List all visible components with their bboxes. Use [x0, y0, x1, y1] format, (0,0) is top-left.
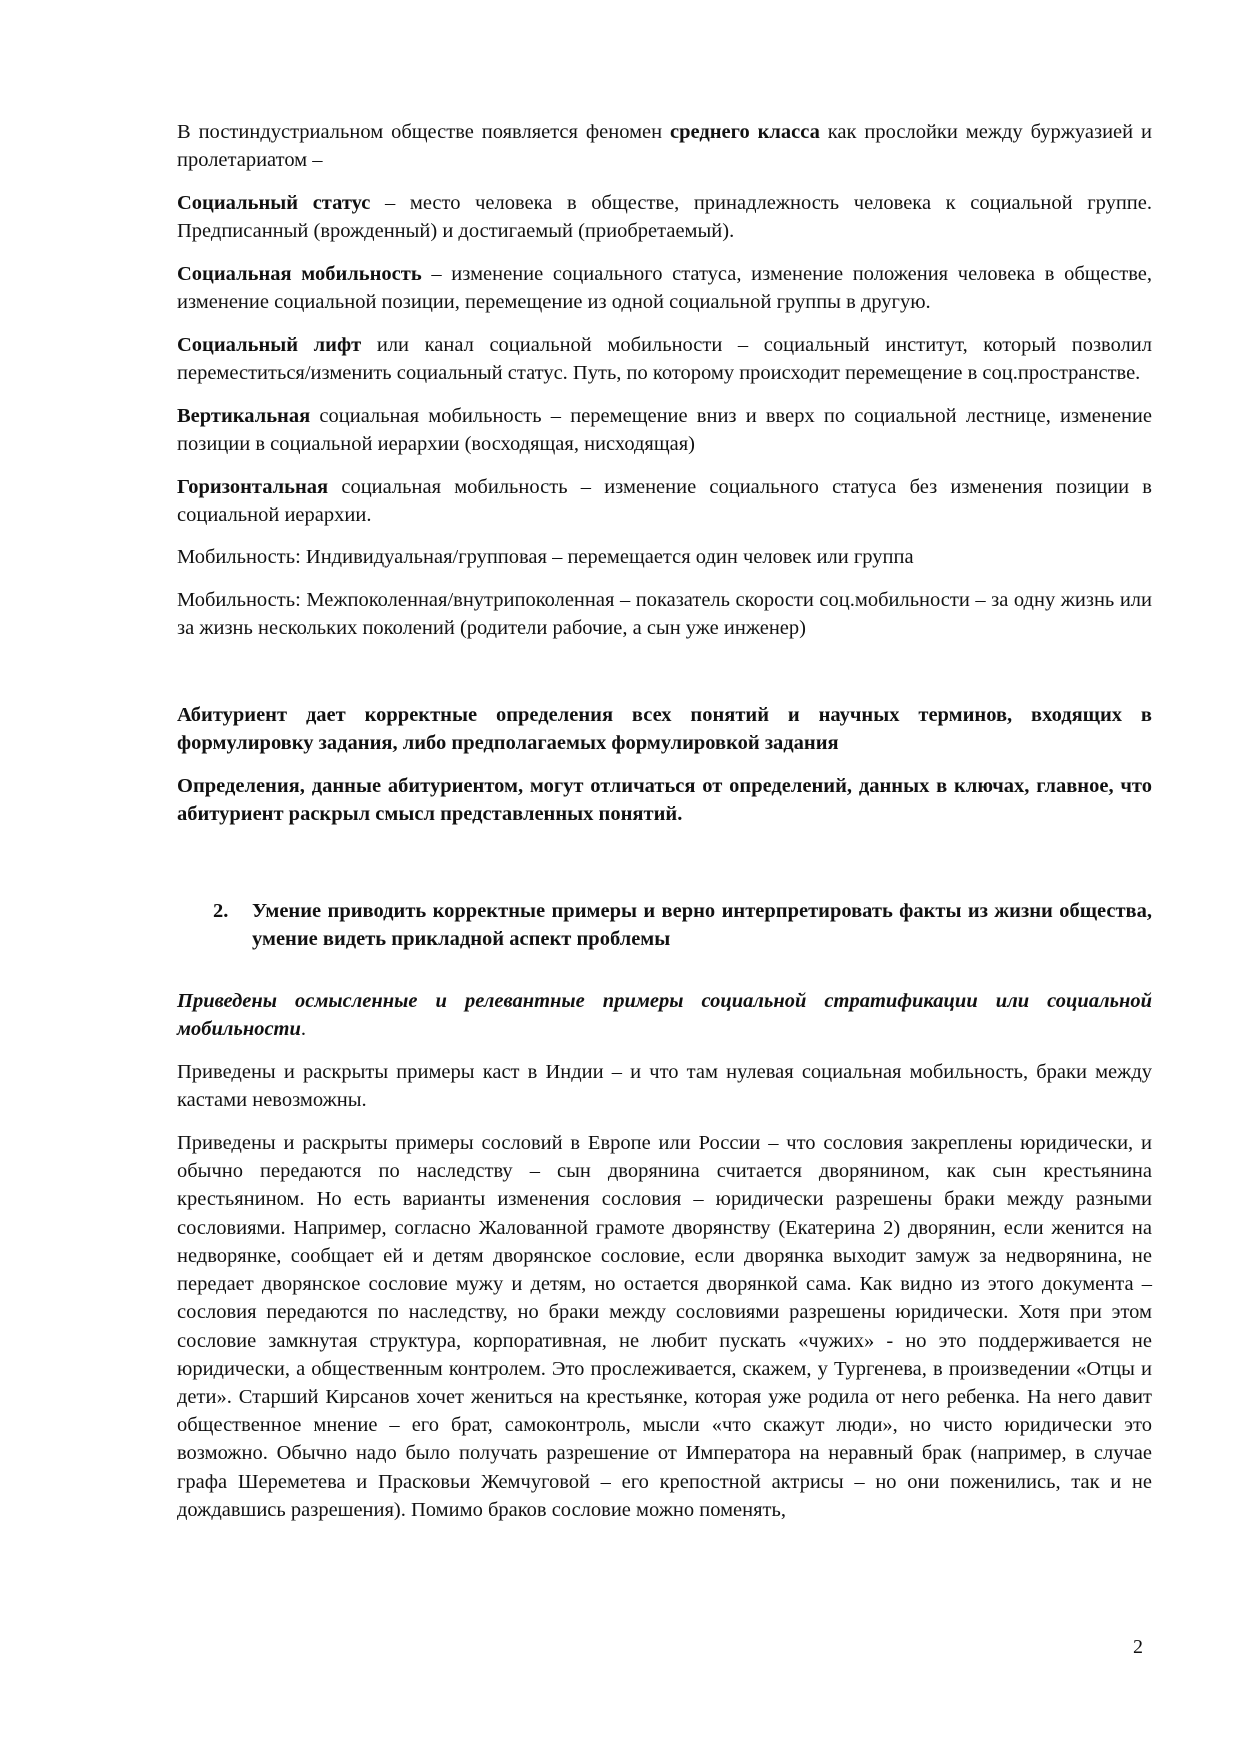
paragraph-horizontal-mobility: Горизонтальная социальная мобильность – изменение социального статуса без изменения позиции в социальной иерархии.: [177, 475, 1152, 526]
spacer: [177, 843, 1152, 897]
page-number: 2: [1133, 1636, 1143, 1658]
spacer: [177, 953, 1152, 987]
term-social-status: Социальный статус: [177, 191, 371, 214]
paragraph-social-mobility: Социальная мобильность – изменение социального статуса, изменение положения человека в обществе, изменение социальной позиции, перемещение из одной социальной группы в другую.: [177, 262, 1152, 314]
term-horizontal: Горизонтальная: [177, 475, 329, 498]
paragraph-criteria-note: Определения, данные абитуриентом, могут отличаться от определений, данных в ключах, главное, что абитуриент раскрыл смысл представленных понятий.: [177, 774, 1152, 826]
numbered-criterion-2: [177, 897, 1152, 953]
paragraph-examples-heading: Приведены осмысленные и релевантные примеры социальной стратификации или социальной мобильности.: [177, 990, 1152, 1041]
list-number: 2.: [213, 899, 229, 922]
paragraph-middle-class: В постиндустриальном обществе появляется феномен среднего класса как прослойки между буржуазией и пролетариатом –: [177, 121, 1152, 172]
paragraph-social-lift: Социальный лифт или канал социальной мобильности – социальный институт, который позволил переместиться/изменить социальный статус. Путь, по которому происходит перемещение в соц.пространстве.: [177, 333, 1152, 384]
paragraph-castes-india: Приведены и раскрыты примеры каст в Индии – и что там нулевая социальная мобильность, браки между кастами невозможны.: [177, 1061, 1152, 1112]
paragraph-vertical-mobility: Вертикальная социальная мобильность – перемещение вниз и вверх по социальной лестнице, изменение позиции в социальной иерархии (восходящая, нисходящая): [177, 404, 1152, 455]
paragraph-social-status: Социальный статус – место человека в обществе, принадлежность человека к социальной группе. Предписанный (врожденный) и достигаемый (приобретаемый).: [177, 191, 1153, 243]
term-social-lift: Социальный лифт: [177, 333, 362, 356]
document-body: [177, 118, 1152, 1538]
term-vertical: Вертикальная: [177, 404, 311, 427]
term-middle-class: среднего класса: [670, 121, 820, 143]
criterion-text: Умение приводить корректные примеры и верно интерпретировать факты из жизни общества, умение видеть прикладной аспект проблемы: [252, 899, 1152, 951]
spacer: [177, 657, 1152, 701]
paragraph-individual-group: Мобильность: Индивидуальная/групповая – перемещается один человек или группа: [177, 546, 914, 569]
paragraph-criteria-definitions: Абитуриент дает корректные определения всех понятий и научных терминов, входящих в формулировку задания, либо предполагаемых формулировкой задания: [177, 704, 1152, 755]
term-social-mobility: Социальная мобильность: [177, 262, 422, 285]
paragraph-intergenerational: Мобильность: Межпоколенная/внутрипоколенная – показатель скорости соц.мобильности – за одну жизнь или за жизнь нескольких поколений (родители рабочие, а сын уже инженер): [177, 589, 1152, 640]
paragraph-estates-europe-russia: Приведены и раскрыты примеры сословий в Европе или России – что сословия закреплены юридически, и обычно передаются по наследству – сын дворянина считается дворянином, как сын крестьянина крестьянином. Но есть варианты изменения сословия – юридически разрешены браки между разными сословиями. Например, согласно Жалованной грамоте дворянству (Екатерина 2) дворянин, если женится на недворянке, сообщает ей и детям дворянское сословие, если дворянка выходит замуж за недворянина, не передает дворянское сословие мужу и детям, но остается дворянкой сама. Как видно из этого документа – сословия передаются по наследству, но браки между сословиями разрешены юридически. Хотя при этом сословие замкнутая структура, корпоративная, не любит пускать «чужих» - но это поддерживается не юридически, а общественным контролем. Это прослеживается, скажем, у Тургенева, в произведении «Отцы и дети». Старший Кирсанов хочет жениться на крестьянке, которая уже родила от него ребенка. На него давит общественное мнение – его брат, самоконтроль, мысли «что скажут люди», но чисто юридически это возможно. Обычно надо было получать разрешение от Императора на неравный брак (например, в случае графа Шереметева и Прасковьи Жемчуговой – его крепостной актрисы – но они поженились, так и не дождавшись разрешения). Помимо браков сословие можно поменять,: [177, 1132, 1152, 1521]
